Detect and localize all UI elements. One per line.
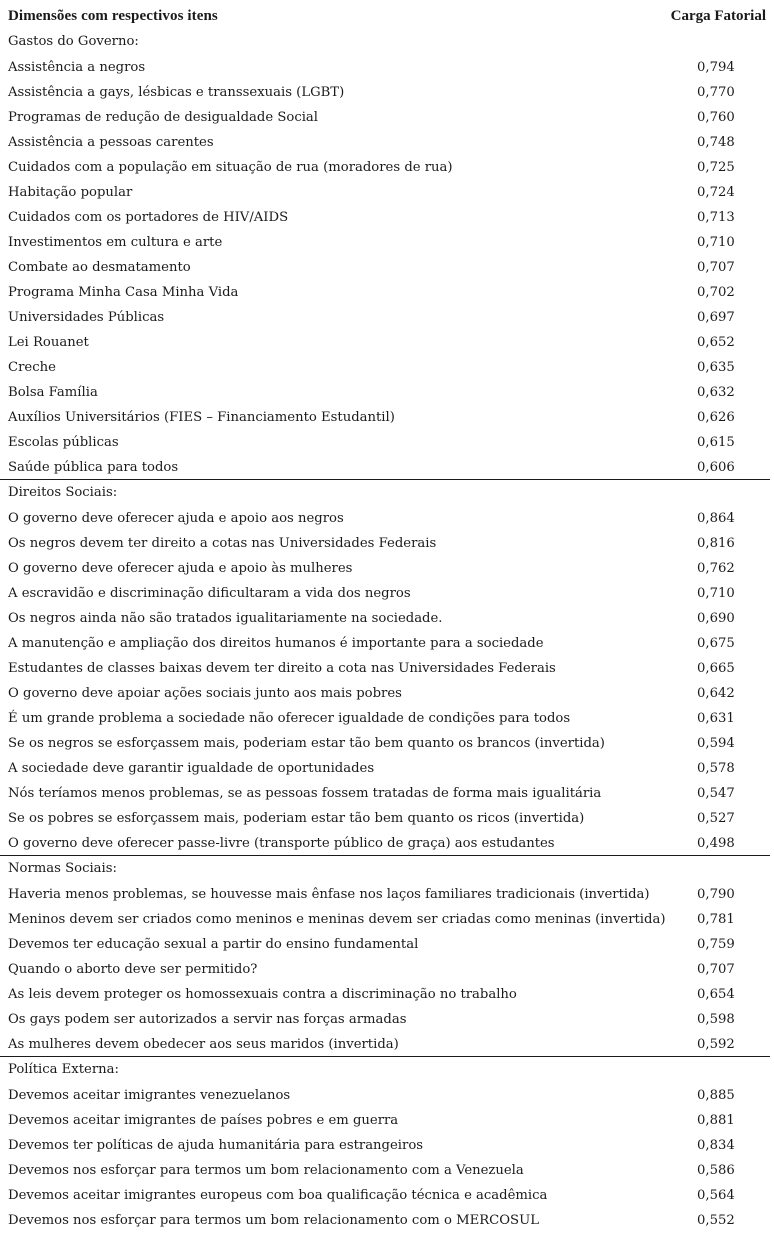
- table-row: [0, 229, 774, 254]
- table-row: [0, 154, 774, 179]
- item-loading-value: 0,642: [697, 686, 735, 701]
- item-loading-value: 0,710: [697, 235, 735, 250]
- table-row: [0, 780, 774, 805]
- item-label: Lei Rouanet: [8, 335, 89, 350]
- table-row: [0, 79, 774, 104]
- item-loading-value: 0,654: [697, 987, 735, 1002]
- item-loading-value: 0,885: [697, 1088, 735, 1103]
- item-loading-value: 0,710: [697, 586, 735, 601]
- item-label: Nós teríamos menos problemas, se as pessoas fossem tratadas de forma mais igualitária: [8, 786, 602, 801]
- item-label: Investimentos em cultura e arte: [8, 235, 223, 250]
- table-row: [0, 1082, 774, 1107]
- item-label: Haveria menos problemas, se houvesse mais ênfase nos laços familiares tradicionais (invertida): [8, 887, 650, 902]
- table-row: [0, 1157, 774, 1182]
- table-row: [0, 755, 774, 780]
- table-row: [0, 379, 774, 404]
- table-row: [0, 104, 774, 129]
- table-row: [0, 1132, 774, 1157]
- item-label: Assistência a gays, lésbicas e transsexuais (LGBT): [8, 85, 345, 100]
- item-loading-value: 0,760: [697, 110, 735, 125]
- item-label: O governo deve oferecer ajuda e apoio aos negros: [8, 511, 344, 526]
- table-row: [0, 605, 774, 630]
- item-loading-value: 0,816: [697, 536, 735, 551]
- table-row: [0, 505, 774, 530]
- item-label: Assistência a pessoas carentes: [8, 135, 214, 150]
- item-label: Universidades Públicas: [8, 310, 165, 325]
- item-loading-value: 0,702: [697, 285, 735, 300]
- item-loading-value: 0,781: [697, 912, 735, 927]
- item-label: O governo deve oferecer ajuda e apoio às mulheres: [8, 561, 353, 576]
- table-row: [0, 580, 774, 605]
- table-row: [0, 530, 774, 555]
- item-label: Devemos ter educação sexual a partir do ensino fundamental: [8, 937, 419, 952]
- item-label: O governo deve apoiar ações sociais junto aos mais pobres: [8, 686, 402, 701]
- table-row: [0, 404, 774, 429]
- table-row: [0, 680, 774, 705]
- table-row: [0, 1107, 774, 1132]
- item-label: As mulheres devem obedecer aos seus maridos (invertida): [8, 1037, 399, 1052]
- item-loading-value: 0,770: [697, 85, 735, 100]
- item-loading-value: 0,790: [697, 887, 735, 902]
- item-label: Habitação popular: [8, 185, 133, 200]
- item-label: O governo deve oferecer passe-livre (transporte público de graça) aos estudantes: [8, 836, 555, 851]
- table-row: [0, 956, 774, 981]
- item-label: Os negros devem ter direito a cotas nas Universidades Federais: [8, 536, 437, 551]
- item-loading-value: 0,615: [697, 435, 735, 450]
- table-row: [0, 730, 774, 755]
- item-label: Cuidados com os portadores de HIV/AIDS: [8, 210, 289, 225]
- item-loading-value: 0,564: [697, 1188, 735, 1203]
- item-loading-value: 0,578: [697, 761, 735, 776]
- section-title: Normas Sociais:: [8, 861, 117, 876]
- table-row: [0, 354, 774, 379]
- item-loading-value: 0,598: [697, 1012, 735, 1027]
- item-label: Estudantes de classes baixas devem ter direito a cota nas Universidades Federais: [8, 661, 556, 676]
- item-loading-value: 0,592: [697, 1037, 735, 1052]
- item-loading-value: 0,690: [697, 611, 735, 626]
- item-loading-value: 0,697: [697, 310, 735, 325]
- table-row: [0, 931, 774, 956]
- section-title-row: [0, 856, 774, 881]
- item-label: Escolas públicas: [8, 435, 119, 450]
- section: [0, 856, 774, 1056]
- section: [0, 480, 774, 855]
- item-label: Saúde pública para todos: [8, 460, 179, 475]
- item-label: Creche: [8, 360, 56, 375]
- table-row: [0, 830, 774, 855]
- table-row: [0, 630, 774, 655]
- item-label: A sociedade deve garantir igualdade de oportunidades: [8, 761, 375, 776]
- item-loading-value: 0,707: [697, 962, 735, 977]
- item-loading-value: 0,631: [697, 711, 735, 726]
- item-loading-value: 0,552: [697, 1213, 735, 1228]
- table-row: [0, 54, 774, 79]
- item-loading-value: 0,707: [697, 260, 735, 275]
- item-loading-value: 0,675: [697, 636, 735, 651]
- item-loading-value: 0,665: [697, 661, 735, 676]
- section-title: Direitos Sociais:: [8, 485, 118, 500]
- table-row: [0, 906, 774, 931]
- item-label: A escravidão e discriminação dificultaram a vida dos negros: [8, 586, 411, 601]
- item-label: As leis devem proteger os homossexuais contra a discriminação no trabalho: [8, 987, 517, 1002]
- section: [0, 1057, 774, 1232]
- table-row: [0, 981, 774, 1006]
- item-label: Bolsa Família: [8, 385, 98, 400]
- table-row: [0, 254, 774, 279]
- section-title: Política Externa:: [8, 1062, 119, 1077]
- table-row: [0, 705, 774, 730]
- table-row: [0, 1031, 774, 1056]
- table-row: [0, 1182, 774, 1207]
- item-label: É um grande problema a sociedade não oferecer igualdade de condições para todos: [8, 711, 571, 726]
- item-label: Devemos aceitar imigrantes europeus com boa qualificação técnica e acadêmica: [8, 1188, 548, 1203]
- item-label: A manutenção e ampliação dos direitos humanos é importante para a sociedade: [8, 636, 544, 651]
- item-loading-value: 0,713: [697, 210, 735, 225]
- table-row: [0, 881, 774, 906]
- item-loading-value: 0,547: [697, 786, 735, 801]
- table-row: [0, 1207, 774, 1232]
- item-loading-value: 0,864: [697, 511, 735, 526]
- item-loading-value: 0,635: [697, 360, 735, 375]
- item-label: Os negros ainda não são tratados igualitariamente na sociedade.: [8, 611, 443, 626]
- item-label: Devemos aceitar imigrantes venezuelanos: [8, 1088, 291, 1103]
- table-body: [0, 29, 774, 1232]
- section-title: Gastos do Governo:: [8, 34, 139, 49]
- item-label: Os gays podem ser autorizados a servir nas forças armadas: [8, 1012, 407, 1027]
- item-loading-value: 0,724: [697, 185, 735, 200]
- item-loading-value: 0,606: [697, 460, 735, 475]
- item-label: Auxílios Universitários (FIES – Financiamento Estudantil): [8, 410, 395, 425]
- item-loading-value: 0,748: [697, 135, 735, 150]
- item-loading-value: 0,498: [697, 836, 735, 851]
- item-label: Devemos nos esforçar para termos um bom relacionamento com a Venezuela: [8, 1163, 524, 1178]
- header-factor-loading: Carga Fatorial: [670, 8, 766, 24]
- item-loading-value: 0,586: [697, 1163, 735, 1178]
- item-label: Se os pobres se esforçassem mais, poderiam estar tão bem quanto os ricos (invertida): [8, 811, 585, 826]
- table-row: [0, 204, 774, 229]
- item-label: Programas de redução de desigualdade Social: [8, 110, 318, 125]
- table-row: [0, 179, 774, 204]
- table-row: [0, 805, 774, 830]
- item-label: Combate ao desmatamento: [8, 260, 191, 275]
- item-label: Cuidados com a população em situação de rua (moradores de rua): [8, 160, 453, 175]
- item-label: Programa Minha Casa Minha Vida: [8, 285, 239, 300]
- section: [0, 29, 774, 479]
- table-row: [0, 329, 774, 354]
- section-title-row: [0, 1057, 774, 1082]
- table-row: [0, 454, 774, 479]
- item-label: Devemos nos esforçar para termos um bom relacionamento com o MERCOSUL: [8, 1213, 539, 1228]
- item-label: Devemos aceitar imigrantes de países pobres e em guerra: [8, 1113, 399, 1128]
- item-label: Se os negros se esforçassem mais, poderiam estar tão bem quanto os brancos (invertida): [8, 736, 605, 751]
- item-label: Devemos ter políticas de ajuda humanitária para estrangeiros: [8, 1138, 424, 1153]
- section-title-row: [0, 29, 774, 54]
- table-row: [0, 1006, 774, 1031]
- table-row: [0, 655, 774, 680]
- table-row: [0, 429, 774, 454]
- item-loading-value: 0,725: [697, 160, 735, 175]
- item-label: Meninos devem ser criados como meninos e meninas devem ser criadas como meninas (invertida): [8, 912, 666, 927]
- item-loading-value: 0,652: [697, 335, 735, 350]
- table-row: [0, 555, 774, 580]
- item-loading-value: 0,794: [697, 60, 735, 75]
- section-title-row: [0, 480, 774, 505]
- item-loading-value: 0,626: [697, 410, 735, 425]
- item-loading-value: 0,594: [697, 736, 735, 751]
- header-dimensions: Dimensões com respectivos itens: [8, 8, 218, 24]
- table-row: [0, 304, 774, 329]
- item-loading-value: 0,759: [697, 937, 735, 952]
- table-row: [0, 279, 774, 304]
- item-loading-value: 0,834: [697, 1138, 735, 1153]
- item-loading-value: 0,632: [697, 385, 735, 400]
- table-row: [0, 129, 774, 154]
- item-label: Quando o aborto deve ser permitido?: [8, 962, 258, 977]
- item-loading-value: 0,881: [697, 1113, 735, 1128]
- item-loading-value: 0,527: [697, 811, 735, 826]
- item-label: Assistência a negros: [8, 60, 146, 75]
- item-loading-value: 0,762: [697, 561, 735, 576]
